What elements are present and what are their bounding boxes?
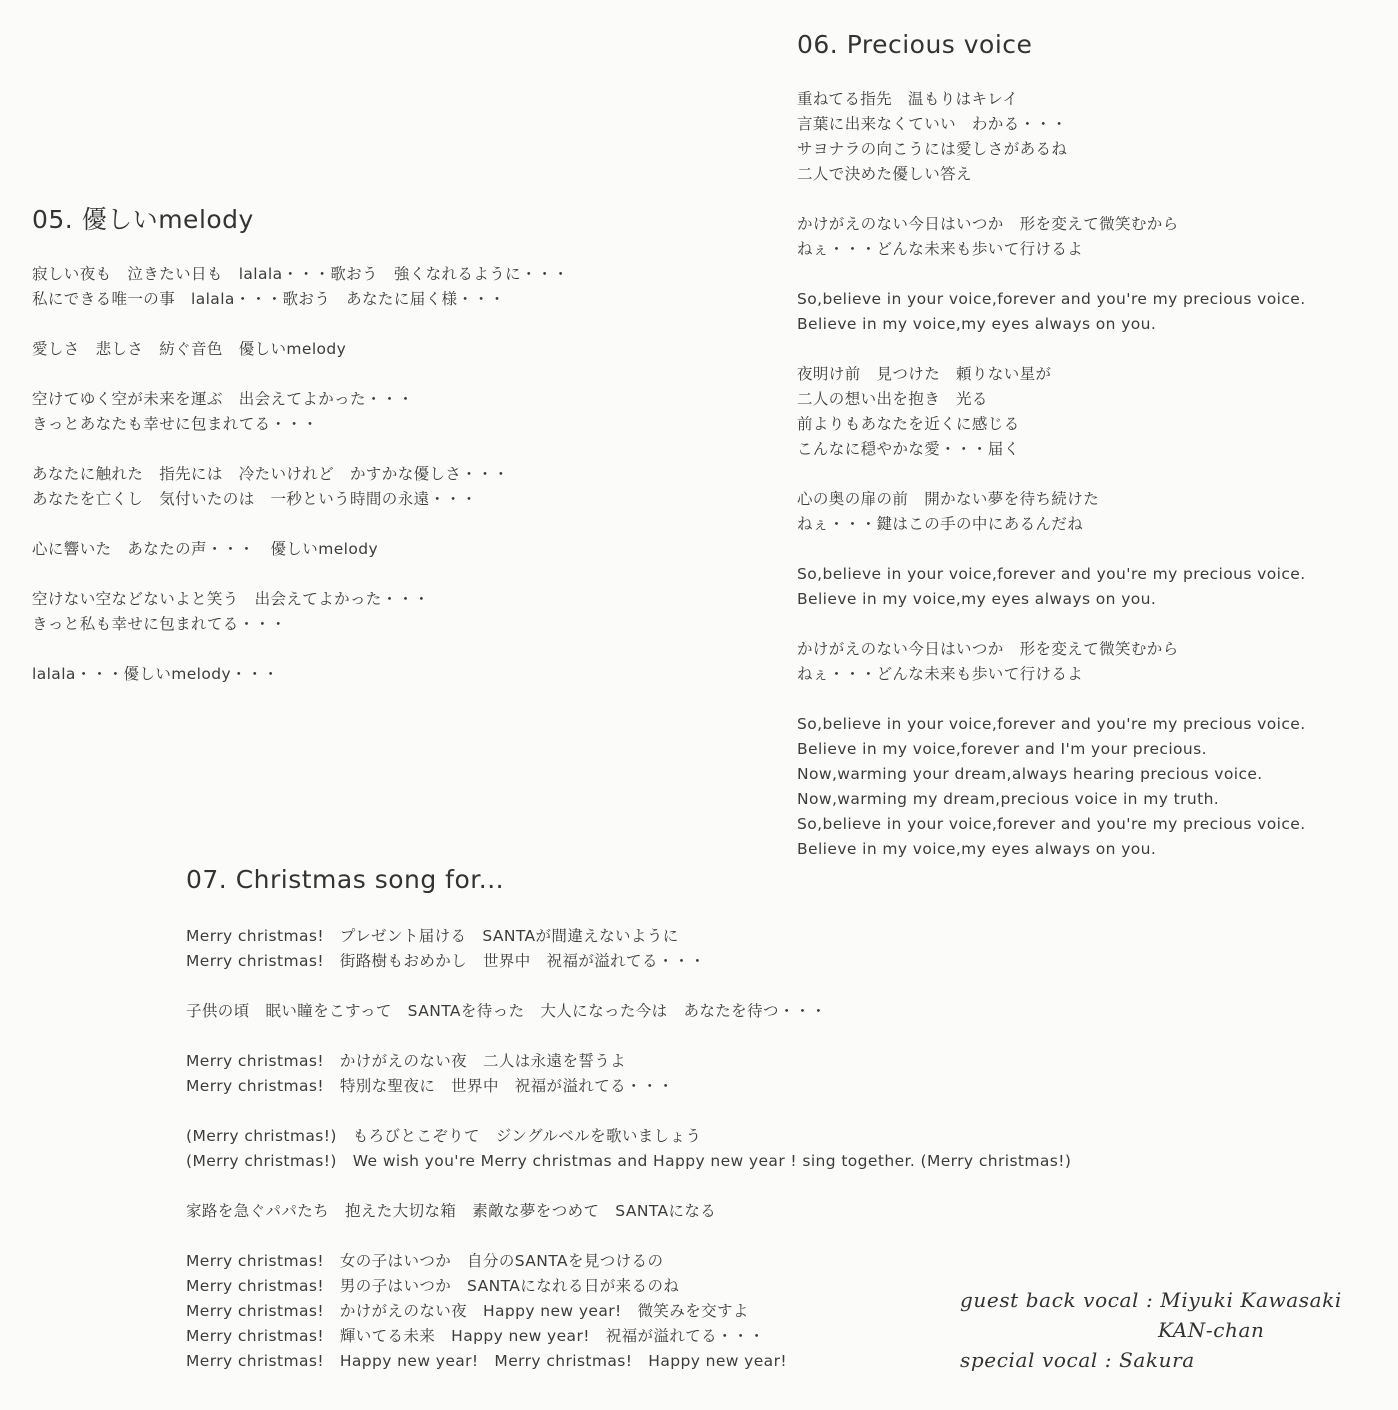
- lyric-line: Believe in my voice,my eyes always on you.: [797, 315, 1157, 333]
- credit-guest-back-vocal-2: KAN-chan: [1158, 1318, 1265, 1342]
- lyric-line: ねぇ・・・鍵はこの手の中にあるんだね: [797, 515, 1084, 533]
- song-05-title: 05. 優しいmelody: [32, 205, 254, 234]
- song-06-title: 06. Precious voice: [797, 30, 1033, 59]
- lyric-line: Merry christmas! 女の子はいつか 自分のSANTAを見つけるの: [186, 1252, 664, 1270]
- stanza-gap: [186, 1024, 1071, 1049]
- lyric-line: 心の奥の扉の前 開かない夢を待ち続けた: [797, 490, 1100, 508]
- lyric-line: So,believe in your voice,forever and you're my precious voice.: [797, 715, 1306, 733]
- lyric-line: あなたを亡くし 気付いたのは 一秒という時間の永遠・・・: [32, 490, 478, 508]
- lyric-line: かけがえのない今日はいつか 形を変えて微笑むから: [797, 640, 1179, 658]
- lyric-line: Merry christmas! かけがえのない夜 二人は永遠を誓うよ: [186, 1052, 627, 1070]
- lyric-line: So,believe in your voice,forever and you're my precious voice.: [797, 565, 1306, 583]
- lyric-line: 二人で決めた優しい答え: [797, 165, 972, 183]
- stanza-gap: [797, 612, 1306, 637]
- lyric-line: 二人の想い出を抱き 光る: [797, 390, 988, 408]
- stanza-gap: [32, 437, 569, 462]
- lyric-line: きっと私も幸せに包まれてる・・・: [32, 615, 287, 633]
- lyric-line: Merry christmas! 輝いてる未来 Happy new year! 祝福が溢れてる・・・: [186, 1327, 765, 1345]
- stanza-gap: [186, 1099, 1071, 1124]
- lyric-line: 寂しい夜も 泣きたい日も lalala・・・歌おう 強くなれるように・・・: [32, 265, 569, 283]
- lyric-line: So,believe in your voice,forever and you're my precious voice.: [797, 815, 1306, 833]
- stanza-gap: [32, 512, 569, 537]
- lyric-line: 愛しさ 悲しさ 紡ぐ音色 優しいmelody: [32, 340, 347, 358]
- stanza-gap: [186, 974, 1071, 999]
- lyric-line: 重ねてる指先 温もりはキレイ: [797, 90, 1019, 108]
- lyric-line: (Merry christmas!) We wish you're Merry christmas and Happy new year ! sing together. (Merry christmas!): [186, 1152, 1072, 1170]
- lyric-line: Merry christmas! 街路樹もおめかし 世界中 祝福が溢れてる・・・: [186, 952, 706, 970]
- lyric-line: Believe in my voice,forever and I'm your precious.: [797, 740, 1207, 758]
- lyric-line: (Merry christmas!) もろびとこぞりて ジングルベルを歌いましょう: [186, 1127, 702, 1145]
- lyric-line: 家路を急ぐパパたち 抱えた大切な箱 素敵な夢をつめて SANTAになる: [186, 1202, 717, 1220]
- song-06-lyrics: [797, 87, 1306, 862]
- song-07-lyrics: [186, 924, 1071, 1374]
- stanza-gap: [797, 687, 1306, 712]
- stanza-gap: [32, 362, 569, 387]
- lyric-line: So,believe in your voice,forever and you're my precious voice.: [797, 290, 1306, 308]
- lyric-line: 言葉に出来なくていい わかる・・・: [797, 115, 1068, 133]
- lyric-line: こんなに穏やかな愛・・・届く: [797, 440, 1020, 458]
- song-05-lyrics: [32, 262, 569, 687]
- lyric-line: lalala・・・優しいmelody・・・: [32, 665, 279, 683]
- song-06: [797, 25, 1306, 862]
- stanza-gap: [186, 1224, 1071, 1249]
- lyric-line: 私にできる唯一の事 lalala・・・歌おう あなたに届く様・・・: [32, 290, 506, 308]
- lyric-line: Merry christmas! プレゼント届ける SANTAが間違えないように: [186, 927, 679, 945]
- lyric-line: Believe in my voice,my eyes always on you.: [797, 590, 1157, 608]
- credits: [960, 1285, 1342, 1375]
- lyric-line: 空けてゆく空が未来を運ぶ 出会えてよかった・・・: [32, 390, 414, 408]
- stanza-gap: [797, 262, 1306, 287]
- lyric-line: Now,warming my dream,precious voice in my truth.: [797, 790, 1220, 808]
- stanza-gap: [32, 312, 569, 337]
- lyric-line: 空けない空などないよと笑う 出会えてよかった・・・: [32, 590, 430, 608]
- stanza-gap: [32, 637, 569, 662]
- lyric-line: きっとあなたも幸せに包まれてる・・・: [32, 415, 319, 433]
- lyric-line: Merry christmas! 男の子はいつか SANTAになれる日が来るのね: [186, 1277, 680, 1295]
- stanza-gap: [797, 187, 1306, 212]
- stanza-gap: [32, 562, 569, 587]
- lyric-line: Merry christmas! 特別な聖夜に 世界中 祝福が溢れてる・・・: [186, 1077, 674, 1095]
- stanza-gap: [797, 462, 1306, 487]
- credit-guest-back-vocal: guest back vocal : Miyuki Kawasaki: [960, 1288, 1342, 1312]
- credit-special-vocal: special vocal : Sakura: [960, 1348, 1195, 1372]
- lyric-line: 前よりもあなたを近くに感じる: [797, 415, 1020, 433]
- lyric-line: Merry christmas! Happy new year! Merry christmas! Happy new year!: [186, 1352, 787, 1370]
- lyric-line: あなたに触れた 指先には 冷たいけれど かすかな優しさ・・・: [32, 465, 510, 483]
- stanza-gap: [797, 337, 1306, 362]
- lyric-line: Merry christmas! かけがえのない夜 Happy new year! 微笑みを交すよ: [186, 1302, 749, 1320]
- song-07: [186, 860, 1071, 1374]
- lyric-line: Believe in my voice,my eyes always on you.: [797, 840, 1157, 858]
- stanza-gap: [186, 1174, 1071, 1199]
- lyric-line: サヨナラの向こうには愛しさがあるね: [797, 140, 1068, 158]
- lyric-line: ねぇ・・・どんな未来も歩いて行けるよ: [797, 240, 1084, 258]
- lyric-line: 子供の頃 眠い瞳をこすって SANTAを待った 大人になった今は あなたを待つ・・・: [186, 1002, 827, 1020]
- lyric-line: Now,warming your dream,always hearing precious voice.: [797, 765, 1263, 783]
- lyric-line: ねぇ・・・どんな未来も歩いて行けるよ: [797, 665, 1084, 683]
- song-07-title: 07. Christmas song for...: [186, 865, 505, 894]
- song-05: [32, 200, 569, 687]
- lyric-line: 夜明け前 見つけた 頼りない星が: [797, 365, 1052, 383]
- lyric-line: 心に響いた あなたの声・・・ 優しいmelody: [32, 540, 379, 558]
- lyric-line: かけがえのない今日はいつか 形を変えて微笑むから: [797, 215, 1179, 233]
- stanza-gap: [797, 537, 1306, 562]
